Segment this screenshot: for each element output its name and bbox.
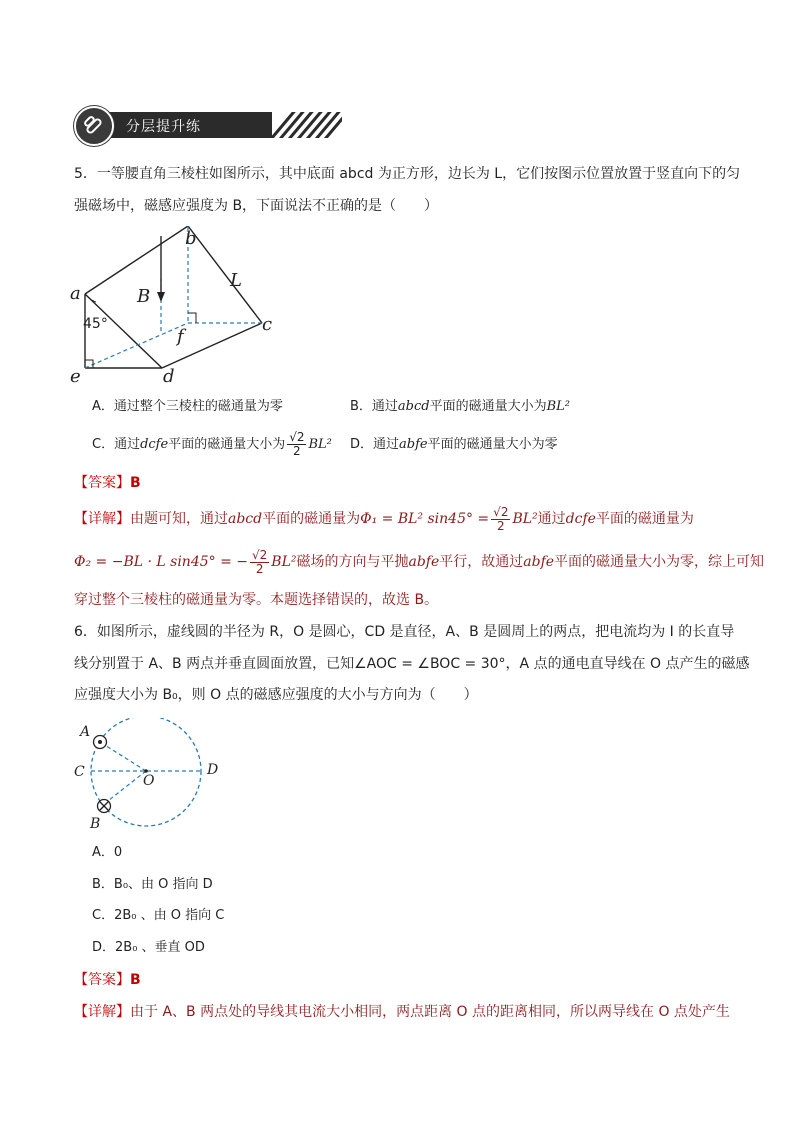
q6-option-a: A．0: [92, 845, 123, 860]
q5-label-f: f: [177, 326, 184, 347]
q6-label-A: A: [80, 724, 91, 740]
q5-option-b: B．通过abcd平面的磁通量大小为BL²: [350, 399, 571, 414]
q6-stem-line3: 应强度大小为 B₀，则 O 点的磁感应强度的大小与方向为（ ）: [74, 687, 478, 703]
q5-option-d: D．通过abfe平面的磁通量大小为零: [350, 437, 558, 452]
banner-stripes: [272, 112, 342, 138]
q6-option-d: D．2B₀ 、垂直 OD: [92, 940, 205, 955]
section-banner: [74, 106, 274, 142]
q5-option-a: A．通过整个三棱柱的磁通量为零: [92, 399, 283, 414]
q5-label-d: d: [163, 366, 175, 387]
q5-stem-line1: 5．一等腰直角三棱柱如图所示，其中底面 abcd 为正方形，边长为 L，它们按图示位置放置于竖直向下的匀: [74, 166, 741, 182]
q6-detail-line1: 【详解】由于 A、B 两点处的导线其电流大小相同，两点距离 O 点的距离相同，所以两导线在 O 点处产生: [74, 1004, 730, 1020]
banner-title: 分层提升练: [126, 119, 201, 135]
q5-label-c: c: [262, 314, 273, 335]
q5-option-c: C．通过dcfe平面的磁通量大小为 $\frac{√2}{2}$ BL²: [92, 430, 332, 458]
q6-option-c: C．2B₀ 、由 O 指向 C: [92, 908, 225, 923]
q5-label-angle: 45°: [83, 316, 108, 332]
section-logo-icon: [74, 106, 114, 146]
q5-stem-line2: 强磁场中，磁感应强度为 B，下面说法不正确的是（ ）: [74, 198, 439, 214]
q6-label-C: C: [74, 764, 85, 780]
q5-label-B: B: [137, 286, 151, 307]
q5-label-b: b: [185, 228, 197, 249]
q5-label-a: a: [70, 283, 81, 304]
q5-prism-figure: [66, 226, 286, 386]
q5-detail-line1: 【详解】由题可知，通过abcd平面的磁通量为Φ₁ = BL² sin45° = $\frac{√2}{2}$ BL²通过dcfe平面的磁通量为: [74, 504, 694, 533]
q6-option-b: B．B₀、由 O 指向 D: [92, 877, 213, 892]
q6-label-D: D: [207, 762, 219, 778]
q5-detail-line2: Φ₂ = −BL · L sin45° = − $\frac{√2}{2}$ BL²磁场的方向与平抛abfe平行，故通过abfe平面的磁通量大小为零，综上可知: [74, 547, 765, 576]
q6-stem-line2: 线分别置于 A、B 两点并垂直圆面放置，已知∠AOC = ∠BOC = 30°，A 点的通电直导线在 O 点产生的磁感: [74, 656, 750, 672]
q5-detail-line3: 穿过整个三棱柱的磁通量为零。本题选择错误的，故选 B。: [74, 592, 439, 608]
q5-answer: 【答案】B: [74, 475, 141, 491]
q5-label-L: L: [230, 270, 242, 291]
q6-label-B: B: [90, 816, 101, 832]
q6-answer: 【答案】B: [74, 972, 141, 988]
q5-label-e: e: [70, 366, 81, 387]
q6-label-O: O: [143, 773, 155, 789]
q6-stem-line1: 6．如图所示，虚线圆的半径为 R，O 是圆心，CD 是直径，A、B 是圆周上的两点，把电流均为 I 的长直导: [74, 624, 735, 640]
